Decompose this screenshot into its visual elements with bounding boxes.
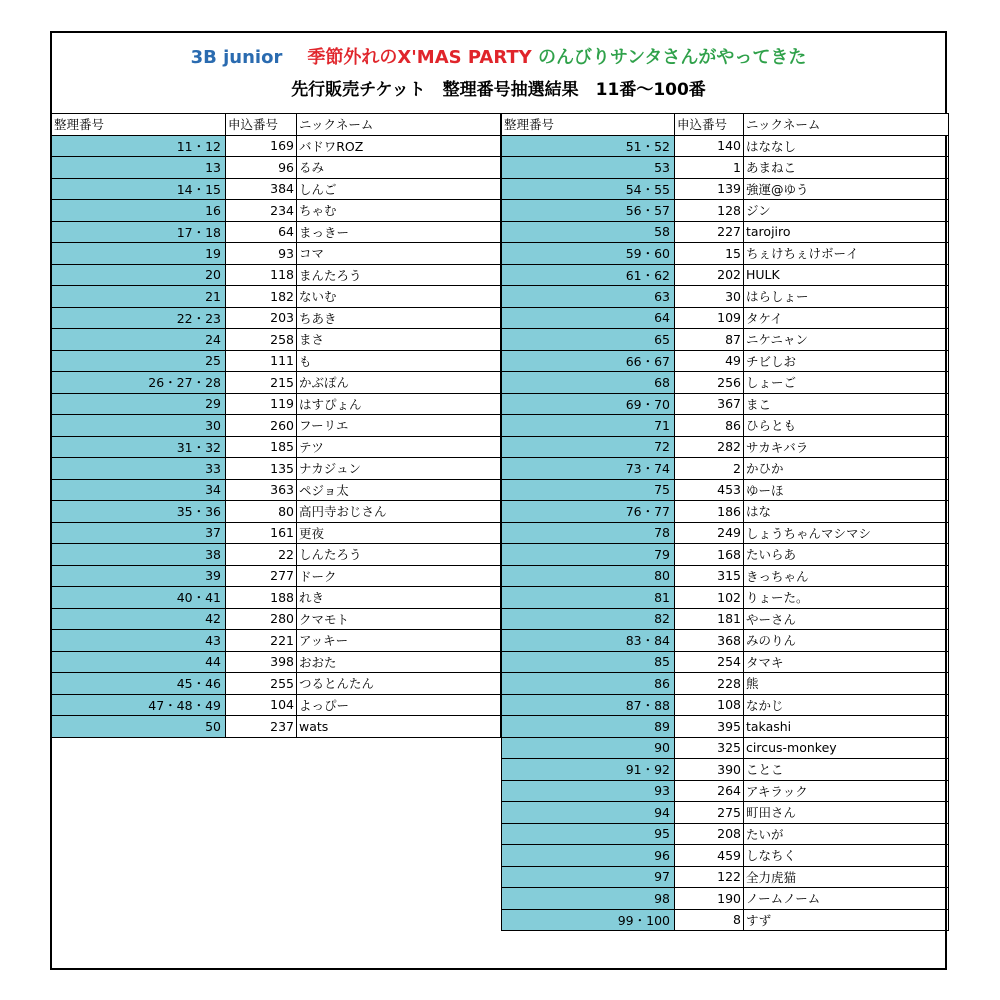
application-number-cell: 367 — [675, 393, 744, 415]
seq-number-cell: 35・36 — [52, 501, 226, 523]
table-row — [502, 823, 949, 845]
header-application-number: 申込番号 — [675, 114, 744, 136]
table-header-row — [502, 114, 949, 136]
nickname-cell: しんたろう — [297, 544, 501, 566]
nickname-cell: あまねこ — [744, 157, 949, 179]
table-row — [52, 694, 501, 716]
table-row — [502, 866, 949, 888]
table-row — [52, 608, 501, 630]
nickname-cell: 町田さん — [744, 802, 949, 824]
table-row — [502, 909, 949, 931]
table-row — [52, 135, 501, 157]
seq-number-cell: 22・23 — [52, 307, 226, 329]
nickname-cell: かひか — [744, 458, 949, 480]
application-number-cell: 453 — [675, 479, 744, 501]
seq-number-cell: 56・57 — [502, 200, 675, 222]
table-row — [502, 802, 949, 824]
nickname-cell: きっちゃん — [744, 565, 949, 587]
table-row — [52, 307, 501, 329]
application-number-cell: 390 — [675, 759, 744, 781]
application-number-cell: 208 — [675, 823, 744, 845]
application-number-cell: 203 — [226, 307, 297, 329]
seq-number-cell: 25 — [52, 350, 226, 372]
header-nickname: ニックネーム — [744, 114, 949, 136]
table-row — [502, 286, 949, 308]
event-name: 季節外れのX'MAS PARTY — [307, 47, 532, 68]
seq-number-cell: 33 — [52, 458, 226, 480]
application-number-cell: 15 — [675, 243, 744, 265]
application-number-cell: 282 — [675, 436, 744, 458]
seq-number-cell: 16 — [52, 200, 226, 222]
header-seq-number: 整理番号 — [52, 114, 226, 136]
application-number-cell: 368 — [675, 630, 744, 652]
nickname-cell: みのりん — [744, 630, 949, 652]
application-number-cell: 186 — [675, 501, 744, 523]
nickname-cell: しんご — [297, 178, 501, 200]
application-number-cell: 108 — [675, 694, 744, 716]
seq-number-cell: 53 — [502, 157, 675, 179]
seq-number-cell: 37 — [52, 522, 226, 544]
table-row — [502, 415, 949, 437]
nickname-cell: HULK — [744, 264, 949, 286]
seq-number-cell: 89 — [502, 716, 675, 738]
table-row — [502, 307, 949, 329]
nickname-cell: 高円寺おじさん — [297, 501, 501, 523]
table-row — [52, 587, 501, 609]
application-number-cell: 255 — [226, 673, 297, 695]
nickname-cell: ひらとも — [744, 415, 949, 437]
seq-number-cell: 29 — [52, 393, 226, 415]
application-number-cell: 169 — [226, 135, 297, 157]
application-number-cell: 93 — [226, 243, 297, 265]
table-row — [52, 522, 501, 544]
table-row — [52, 393, 501, 415]
seq-number-cell: 17・18 — [52, 221, 226, 243]
nickname-cell: 更夜 — [297, 522, 501, 544]
seq-number-cell: 26・27・28 — [52, 372, 226, 394]
seq-number-cell: 43 — [52, 630, 226, 652]
results-sheet — [50, 31, 947, 970]
application-number-cell: 161 — [226, 522, 297, 544]
nickname-cell: ゆーほ — [744, 479, 949, 501]
table-row — [502, 737, 949, 759]
application-number-cell: 118 — [226, 264, 297, 286]
application-number-cell: 234 — [226, 200, 297, 222]
application-number-cell: 258 — [226, 329, 297, 351]
table-row — [502, 694, 949, 716]
nickname-cell: まこ — [744, 393, 949, 415]
application-number-cell: 111 — [226, 350, 297, 372]
nickname-cell: かぶぽん — [297, 372, 501, 394]
seq-number-cell: 99・100 — [502, 909, 675, 931]
application-number-cell: 80 — [226, 501, 297, 523]
seq-number-cell: 97 — [502, 866, 675, 888]
seq-number-cell: 82 — [502, 608, 675, 630]
table-row — [52, 716, 501, 738]
seq-number-cell: 66・67 — [502, 350, 675, 372]
table-row — [52, 415, 501, 437]
seq-number-cell: 42 — [52, 608, 226, 630]
seq-number-cell: 38 — [52, 544, 226, 566]
nickname-cell: ことこ — [744, 759, 949, 781]
nickname-cell: おおた — [297, 651, 501, 673]
seq-number-cell: 91・92 — [502, 759, 675, 781]
table-row — [502, 479, 949, 501]
table-row — [502, 587, 949, 609]
application-number-cell: 277 — [226, 565, 297, 587]
application-number-cell: 228 — [675, 673, 744, 695]
application-number-cell: 459 — [675, 845, 744, 867]
table-row — [52, 178, 501, 200]
application-number-cell: 185 — [226, 436, 297, 458]
application-number-cell: 384 — [226, 178, 297, 200]
nickname-cell: ニケニャン — [744, 329, 949, 351]
nickname-cell: コマ — [297, 243, 501, 265]
nickname-cell: テツ — [297, 436, 501, 458]
table-row — [52, 565, 501, 587]
application-number-cell: 182 — [226, 286, 297, 308]
seq-number-cell: 68 — [502, 372, 675, 394]
lottery-table-right — [501, 113, 949, 931]
table-row — [502, 501, 949, 523]
table-row — [502, 264, 949, 286]
table-row — [52, 329, 501, 351]
seq-number-cell: 31・32 — [52, 436, 226, 458]
seq-number-cell: 13 — [52, 157, 226, 179]
table-row — [52, 651, 501, 673]
nickname-cell: やーさん — [744, 608, 949, 630]
table-row — [502, 436, 949, 458]
seq-number-cell: 50 — [52, 716, 226, 738]
application-number-cell: 96 — [226, 157, 297, 179]
table-row — [52, 544, 501, 566]
table-row — [52, 501, 501, 523]
application-number-cell: 30 — [675, 286, 744, 308]
nickname-cell: しなちく — [744, 845, 949, 867]
application-number-cell: 190 — [675, 888, 744, 910]
application-number-cell: 140 — [675, 135, 744, 157]
table-row — [52, 350, 501, 372]
seq-number-cell: 64 — [502, 307, 675, 329]
seq-number-cell: 39 — [52, 565, 226, 587]
seq-number-cell: 95 — [502, 823, 675, 845]
application-number-cell: 139 — [675, 178, 744, 200]
nickname-cell: ちぇけちぇけボーイ — [744, 243, 949, 265]
nickname-cell: アッキー — [297, 630, 501, 652]
seq-number-cell: 47・48・49 — [52, 694, 226, 716]
header-application-number: 申込番号 — [226, 114, 297, 136]
page-title — [52, 43, 945, 69]
nickname-cell: よっぴー — [297, 694, 501, 716]
table-row — [502, 200, 949, 222]
table-row — [502, 135, 949, 157]
seq-number-cell: 98 — [502, 888, 675, 910]
application-number-cell: 325 — [675, 737, 744, 759]
nickname-cell: るみ — [297, 157, 501, 179]
seq-number-cell: 11・12 — [52, 135, 226, 157]
application-number-cell: 122 — [675, 866, 744, 888]
nickname-cell: フーリエ — [297, 415, 501, 437]
seq-number-cell: 87・88 — [502, 694, 675, 716]
application-number-cell: 395 — [675, 716, 744, 738]
table-row — [52, 221, 501, 243]
nickname-cell: しょーご — [744, 372, 949, 394]
nickname-cell: circus-monkey — [744, 737, 949, 759]
nickname-cell: タケイ — [744, 307, 949, 329]
application-number-cell: 254 — [675, 651, 744, 673]
table-row — [502, 673, 949, 695]
page-subtitle: 先行販売チケット 整理番号抽選結果 11番〜100番 — [291, 80, 706, 100]
table-row — [502, 565, 949, 587]
table-row — [502, 630, 949, 652]
table-row — [502, 716, 949, 738]
nickname-cell: しょうちゃんマシマシ — [744, 522, 949, 544]
seq-number-cell: 76・77 — [502, 501, 675, 523]
seq-number-cell: 51・52 — [502, 135, 675, 157]
nickname-cell: つるとんたん — [297, 673, 501, 695]
table-row — [502, 780, 949, 802]
seq-number-cell: 71 — [502, 415, 675, 437]
table-row — [502, 372, 949, 394]
application-number-cell: 215 — [226, 372, 297, 394]
table-row — [52, 458, 501, 480]
application-number-cell: 87 — [675, 329, 744, 351]
nickname-cell: まっきー — [297, 221, 501, 243]
application-number-cell: 227 — [675, 221, 744, 243]
seq-number-cell: 83・84 — [502, 630, 675, 652]
seq-number-cell: 96 — [502, 845, 675, 867]
application-number-cell: 202 — [675, 264, 744, 286]
table-row — [502, 178, 949, 200]
application-number-cell: 181 — [675, 608, 744, 630]
seq-number-cell: 14・15 — [52, 178, 226, 200]
table-row — [502, 329, 949, 351]
nickname-cell: バドワROZ — [297, 135, 501, 157]
table-row — [502, 608, 949, 630]
nickname-cell: ノームノーム — [744, 888, 949, 910]
application-number-cell: 315 — [675, 565, 744, 587]
table-header-row — [52, 114, 501, 136]
table-row — [52, 673, 501, 695]
nickname-cell: ちゃむ — [297, 200, 501, 222]
nickname-cell: 熊 — [744, 673, 949, 695]
seq-number-cell: 58 — [502, 221, 675, 243]
seq-number-cell: 75 — [502, 479, 675, 501]
seq-number-cell: 69・70 — [502, 393, 675, 415]
nickname-cell: チビしお — [744, 350, 949, 372]
seq-number-cell: 86 — [502, 673, 675, 695]
nickname-cell: なかじ — [744, 694, 949, 716]
table-row — [52, 372, 501, 394]
seq-number-cell: 61・62 — [502, 264, 675, 286]
seq-number-cell: 30 — [52, 415, 226, 437]
nickname-cell: ナカジュン — [297, 458, 501, 480]
seq-number-cell: 73・74 — [502, 458, 675, 480]
nickname-cell: はらしょー — [744, 286, 949, 308]
nickname-cell: ちあき — [297, 307, 501, 329]
nickname-cell: たいが — [744, 823, 949, 845]
seq-number-cell: 20 — [52, 264, 226, 286]
table-row — [52, 286, 501, 308]
seq-number-cell: 40・41 — [52, 587, 226, 609]
nickname-cell: アキラック — [744, 780, 949, 802]
application-number-cell: 8 — [675, 909, 744, 931]
seq-number-cell: 94 — [502, 802, 675, 824]
application-number-cell: 221 — [226, 630, 297, 652]
seq-number-cell: 44 — [52, 651, 226, 673]
seq-number-cell: 34 — [52, 479, 226, 501]
lottery-table-left — [51, 113, 501, 738]
table-row — [502, 651, 949, 673]
seq-number-cell: 90 — [502, 737, 675, 759]
application-number-cell: 22 — [226, 544, 297, 566]
table-row — [52, 264, 501, 286]
seq-number-cell: 54・55 — [502, 178, 675, 200]
table-row — [502, 458, 949, 480]
application-number-cell: 249 — [675, 522, 744, 544]
table-row — [52, 243, 501, 265]
nickname-cell: takashi — [744, 716, 949, 738]
table-row — [52, 157, 501, 179]
application-number-cell: 363 — [226, 479, 297, 501]
table-row — [502, 544, 949, 566]
nickname-cell: タマキ — [744, 651, 949, 673]
nickname-cell: tarojiro — [744, 221, 949, 243]
application-number-cell: 275 — [675, 802, 744, 824]
nickname-cell: りょーた。 — [744, 587, 949, 609]
application-number-cell: 64 — [226, 221, 297, 243]
seq-number-cell: 81 — [502, 587, 675, 609]
application-number-cell: 49 — [675, 350, 744, 372]
nickname-cell: はななし — [744, 135, 949, 157]
header-nickname: ニックネーム — [297, 114, 501, 136]
application-number-cell: 237 — [226, 716, 297, 738]
application-number-cell: 135 — [226, 458, 297, 480]
nickname-cell: まさ — [297, 329, 501, 351]
group-name: 3B junior — [190, 47, 283, 68]
seq-number-cell: 72 — [502, 436, 675, 458]
seq-number-cell: 80 — [502, 565, 675, 587]
nickname-cell: ないむ — [297, 286, 501, 308]
nickname-cell: サカキバラ — [744, 436, 949, 458]
table-row — [502, 888, 949, 910]
table-row — [502, 350, 949, 372]
seq-number-cell: 65 — [502, 329, 675, 351]
application-number-cell: 109 — [675, 307, 744, 329]
table-row — [52, 630, 501, 652]
seq-number-cell: 19 — [52, 243, 226, 265]
application-number-cell: 1 — [675, 157, 744, 179]
nickname-cell: ドーク — [297, 565, 501, 587]
nickname-cell: たいらあ — [744, 544, 949, 566]
seq-number-cell: 21 — [52, 286, 226, 308]
table-row — [52, 479, 501, 501]
nickname-cell: クマモト — [297, 608, 501, 630]
application-number-cell: 119 — [226, 393, 297, 415]
application-number-cell: 260 — [226, 415, 297, 437]
table-row — [502, 845, 949, 867]
table-row — [502, 221, 949, 243]
seq-number-cell: 24 — [52, 329, 226, 351]
seq-number-cell: 59・60 — [502, 243, 675, 265]
application-number-cell: 86 — [675, 415, 744, 437]
application-number-cell: 188 — [226, 587, 297, 609]
table-row — [502, 393, 949, 415]
nickname-cell: はすぴょん — [297, 393, 501, 415]
application-number-cell: 256 — [675, 372, 744, 394]
seq-number-cell: 85 — [502, 651, 675, 673]
table-row — [52, 436, 501, 458]
table-row — [502, 759, 949, 781]
event-subtitle: のんびりサンタさんがやってきた — [538, 47, 807, 68]
nickname-cell: 全力虎猫 — [744, 866, 949, 888]
seq-number-cell: 63 — [502, 286, 675, 308]
application-number-cell: 398 — [226, 651, 297, 673]
nickname-cell: wats — [297, 716, 501, 738]
nickname-cell: も — [297, 350, 501, 372]
nickname-cell: ペジョ太 — [297, 479, 501, 501]
nickname-cell: れき — [297, 587, 501, 609]
nickname-cell: 強運@ゆう — [744, 178, 949, 200]
header-seq-number: 整理番号 — [502, 114, 675, 136]
application-number-cell: 102 — [675, 587, 744, 609]
application-number-cell: 104 — [226, 694, 297, 716]
nickname-cell: すず — [744, 909, 949, 931]
seq-number-cell: 78 — [502, 522, 675, 544]
table-row — [502, 243, 949, 265]
table-row — [52, 200, 501, 222]
table-row — [502, 157, 949, 179]
application-number-cell: 168 — [675, 544, 744, 566]
nickname-cell: ジン — [744, 200, 949, 222]
application-number-cell: 2 — [675, 458, 744, 480]
application-number-cell: 280 — [226, 608, 297, 630]
nickname-cell: はな — [744, 501, 949, 523]
seq-number-cell: 79 — [502, 544, 675, 566]
application-number-cell: 264 — [675, 780, 744, 802]
application-number-cell: 128 — [675, 200, 744, 222]
table-row — [502, 522, 949, 544]
seq-number-cell: 45・46 — [52, 673, 226, 695]
nickname-cell: まんたろう — [297, 264, 501, 286]
seq-number-cell: 93 — [502, 780, 675, 802]
